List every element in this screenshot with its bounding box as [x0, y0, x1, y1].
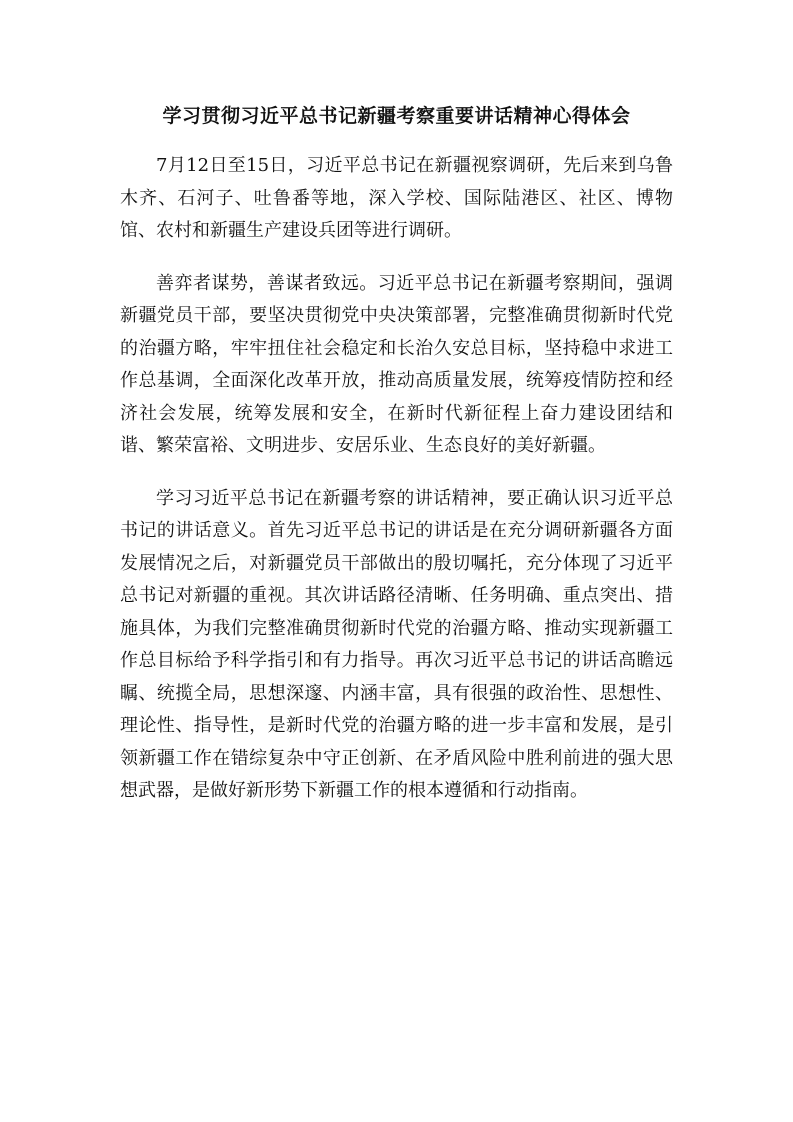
document-body — [120, 150, 673, 828]
paragraph-1: 7月12日至15日，习近平总书记在新疆视察调研，先后来到乌鲁木齐、石河子、吐鲁番等地，深入学校、国际陆港区、社区、博物馆、农村和新疆生产建设兵团等进行调研。 — [120, 155, 673, 241]
paragraph-2: 善弈者谋势，善谋者致远。习近平总书记在新疆考察期间，强调新疆党员干部，要坚决贯彻党中央决策部署，完整准确贯彻新时代党的治疆方略，牢牢扭住社会稳定和长治久安总目标，坚持稳中求进工作总基调，全面深化改革开放，推动高质量发展，统筹疫情防控和经济社会发展，统筹发展和安全，在新时代新征程上奋力建设团结和谐、繁荣富裕、文明进步、安居乐业、生态良好的美好新疆。 — [120, 272, 673, 456]
paragraph-3: 学习习近平总书记在新疆考察的讲话精神，要正确认识习近平总书记的讲话意义。首先习近平总书记的讲话是在充分调研新疆各方面发展情况之后，对新疆党员干部做出的殷切嘱托，充分体现了习近平总书记对新疆的重视。其次讲话路径清晰、任务明确、重点突出、措施具体，为我们完整准确贯彻新时代党的治疆方略、推动实现新疆工作总目标给予科学指引和有力指导。再次习近平总书记的讲话高瞻远瞩、统揽全局，思想深邃、内涵丰富，具有很强的政治性、思想性、理论性、指导性，是新时代党的治疆方略的进一步丰富和发展，是引领新疆工作在错综复杂中守正创新、在矛盾风险中胜利前进的强大思想武器，是做好新形势下新疆工作的根本遵循和行动指南。 — [120, 487, 673, 801]
document-title: 学习贯彻习近平总书记新疆考察重要讲话精神心得体会 — [162, 105, 631, 127]
